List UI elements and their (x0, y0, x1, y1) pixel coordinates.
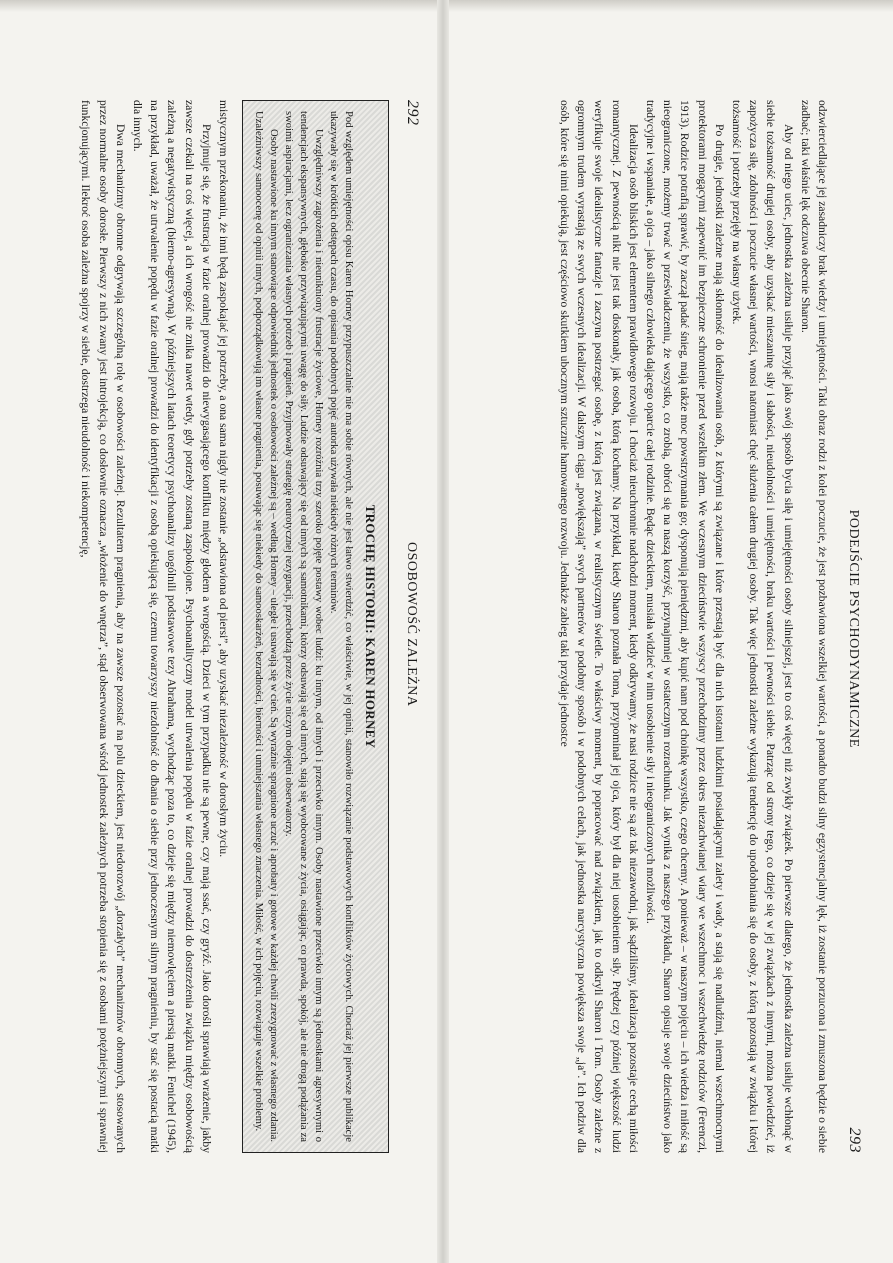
body-paragraph: Aby od niego uciec, jednostka zależna usiłuje przyjąć jako swój sposób bycia siłę i umiejętności osoby silniejszej, jest to coś więcej niż zwykły związek. Po pierwsze dlatego, że jednostka zależna usiłuje wchłonąć w siebie tożsamość drugiej osoby, aby uzyskać mieszaninę siły i słabości, nieudolności i umiejętności, braku wartości i pewności siebie. Patrząc od strony tego, co dzieje się w jej związkach z innymi, można powiedzieć, iż zapożycza siłę, zdolności i poczucie własnej wartości, wnosi natomiast chęć służenia całem drugiej osoby. Tak więc jednostki zależne wykazują tendencję do upodobniania się do osoby, z którą pozostają w związku i której tożsamość i potrzeby przejęły na własny użytek. (729, 100, 795, 1153)
right-page-rotated (450, 0, 885, 1263)
book-gutter (437, 0, 449, 1263)
left-page (8, 0, 443, 1263)
box-paragraph: Pod względem umiejętności opisu Karen Horney przypuszczalnie nie ma sobie równych, ale nie jest łatwo stwierdzić, co właściwie, w jej opinii, stanowiło rozwiązanie podstawowych konfliktów życiowych. Chociaż jej pierwsze publikacje ukazywały się w krótkich odstępach czasu, do opisania podobnych pojęć autorka używała niekiedy różnych terminów. (328, 111, 354, 1142)
right-page (450, 0, 885, 1263)
running-title: OSOBOWOŚĆ ZALEŻNA (404, 542, 419, 707)
body-paragraph: Po drugie, jednostki zależne mają skłonność do idealizowania osób, z którymi są związane i które przestają być dla nich istotami ludzkimi posiadającymi zalety i wady, a stają się nadludźmi, niemal wszechmocnymi protektorami mogącymi zapewnić im bezpieczne schronienie przed wszelkim złem. We wczesnym dzieciństwie wszyscy przechodzimy przez okres niezachwianej wiary we wszechmoc i wszechwiedzę rodziców (Ferenczi, 1913). Rodzice potrafią sprawić, by zaczął padać śnieg, mają także moc powstrzymania go; dysponują pieniędzmi, aby kupić nam pod choinkę wszystko, czego chcemy. A ponieważ – w naszym pojęciu – ich wiedza i miłość są nieograniczone, możemy trwać w przeświadczeniu, że wszystko, co zrobią, obróci się na naszą korzyść, przynajmniej w ostatecznym rozrachunku. Jak wynika z naszego przykładu, Sharon opisuje swoje dzieciństwo jako tradycyjne i wspaniałe, a ojca – jako silnego człowieka dającego oparcie całej rodzinie. Będąc dzieckiem, musiała widzieć w nim uosobienie siły i nieograniczonych możliwości. (643, 100, 726, 1153)
right-running-head (845, 100, 863, 1153)
sidebar-box (242, 100, 389, 1153)
body-paragraph: mistycznym przekonaniu, że inni będą zaspokajać jej potrzeby, a ona sama nigdy nie zostanie „odstawiona od piersi”, aby uzyskać niezależność w dorosłym życiu. (217, 100, 230, 858)
left-page-rotated (8, 0, 443, 1263)
body-paragraph: Przyjmuje się, że frustracja w fazie oralnej prowadzi do niewygasającego konfliktu między głodem a wrogością. Dzieci w tym przypadku nie są pewne, czy mają ssać, czy gryźć. Jako dorośli sprawiają wrażenie, jakby zawsze czekali na coś więcej, a ich wrogość nie znika nawet wtedy, gdy potrzeby zostaną zaspokojone. Psychoanalityczny model utrwalenia popędu w fazie oralnej prowadzi do dostrzeżenia związku między osobowością zależną a negatywistyczną (bierno-agresywną). W późniejszych latach teoretycy psychoanalizy uogólnili podstawowe tezy Abrahama, wychodząc poza to, co dzieje się między niemowlęciem a piersią matki. Fenichel (1945), na przykład, uważał, że utrwalenie popędu w fazie oralnej prowadzi do identyfikacji z osobą opiekującą się, czemu towarzyszy niezdolność do dbania o siebie przy jednoczesnym silnym pragnieniu, by stać się postacią matki dla innych. (130, 100, 213, 1153)
body-paragraph: Idealizacja osób bliskich jest elementem prawidłowego rozwoju. I chociaż nieuchronnie nadchodzi moment, kiedy odkrywamy, że nasi rodzice nie są aż tak niezawodni, jak sądziliśmy, idealizacja pozostaje cechą miłości romantycznej. Z pewnością nikt nie jest tak doskonały, jak osoba, którą kochamy. Na przykład, kiedy Sharon poznała Toma, przypominał jej ojca, który był dla niej uosobieniem siły. Prędzej czy później większość ludzi weryfikuje swoje idealistyczne fantazje i zaczyna postrzegać osobę, z którą jest związana, w realistycznym świetle. To właściwy moment, by popracować nad związkiem, jak to odkryli Sharon i Tom. Osoby zależne z ogromnym trudem wyrastają ze swych wczesnych idealizacji. W dalszym ciągu „powiększają” swych partnerów w podobny sposób i w podobnych celach, jak jednostka narcystyczna powiększa swoje „ja”. Ich podziw dla osób, które się nimi opiekują, jest częściowo skutkiem ubocznym sztucznie hamowanego rozwoju. Jednakże zabieg taki przydaje jednostce (557, 100, 640, 1153)
body-paragraph: odzwierciedlające jej zasadniczy brak wiedzy i umiejętności. Taki obraz rodzi z kolei poczucie, że jest pozbawiona wszelkiej wartości, a ponadto budzi silny egzystencjalny lęk, iż zostanie porzucona i zmuszona będzie o siebie zadbać; taki właśnie lęk odczuwa obecnie Sharon. (798, 100, 829, 1153)
box-paragraph: Uwzględniwszy zagrożenia i nieunikniony frustracje życiowe, Horney rozróżnia trzy szeroko pojęte postawy wobec ludzi: ku innym, od innych i przeciwko innym. Osoby nastawione przeciwko innym są jednostkami agresywnymi o tendencjach ekspansywnych, głęboko przywiązującymi uwagę do siły. Ludzie odsuwający się od innych są samotnikami, którzy odsuwają się od innych, stają się wyobcowane z życia, osiągając, co prawda, spokój, ale nie drogą podążania za swoimi aspiracjami, lecz ograniczania własnych potrzeb i pragnień. Przyjmowały strategię neurotycznej rezygnacji, przechodzą przez życie niczym obojętni obserwatorzy. (283, 111, 324, 1142)
box-title: TROCHĘ HISTORII: KAREN HORNEY (363, 504, 378, 749)
left-running-head (403, 100, 421, 1153)
body-paragraph: Dwa mechanizmy obronne odgrywają szczególną rolę w osobowości zależnej. Rezultatem pragnienia, aby na zawsze pozostać na polu dzieckiem, jest niedorozwój „dorzałych” mechanizmów obronnych, stosowanych przez normalne osoby dorosłe. Pierwszy z nich zwany jest introjekcją, co dosłownie oznacza „włożenie do wnętrza”, stąd obserwowana wśród jednostek zależnych potrzeba stopienia się z osobami potężniejszymi i sprawniej funkcjonującymi. Ilekroć osoba zależna spojrzy w siebie, dostrzega nieudolność i niekompetencję, (79, 100, 127, 1153)
box-paragraph: Osoby nastawione ku innym stanowiące odpowiednik jednostek o osobowości zależnej są – według Horney – uległe i usuwają się w cień. Są wyraźnie spragnione uczuć i aprobaty i gotowe w każdej chwili zrezygnować z własnego zdania. Uzależniwszy samoocenę od opinii innych, podporządkowują im własne pragnienia, posuwając się niekiedy do samooskarżeń, bezradności, bierności i umniejszania własnego znaczenia. Miłość, w ich pojęciu, rozwiązuje wszelkie problemy. (253, 111, 279, 1142)
running-title: PODEJŚCIE PSYCHODYNAMICZNE (846, 509, 861, 748)
page-number: 292 (404, 100, 421, 126)
page-number: 293 (846, 1127, 863, 1153)
